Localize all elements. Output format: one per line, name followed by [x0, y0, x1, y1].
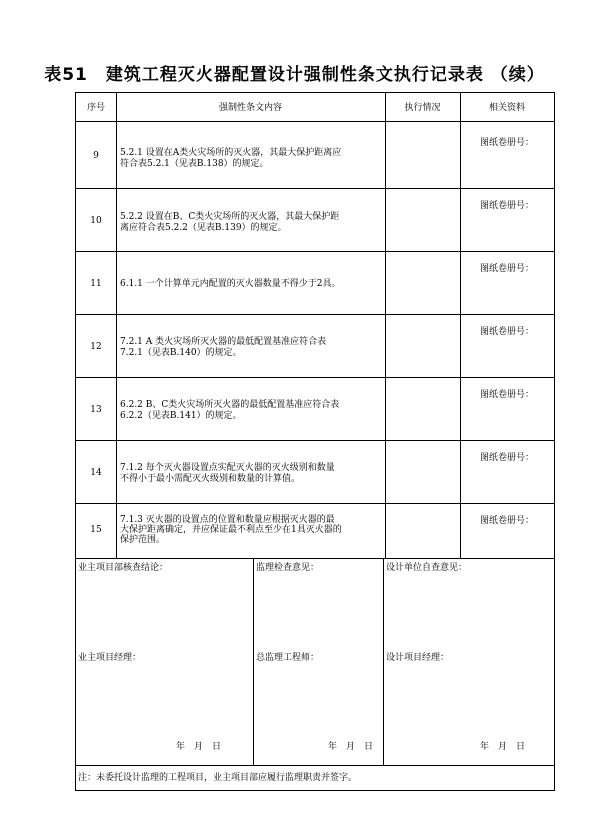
row-content — [120, 515, 382, 545]
row-line — [76, 440, 554, 441]
row-content — [120, 400, 382, 422]
header-bottom-line — [76, 121, 554, 122]
row-content-line: 7.1.3 灭火器的设置点的位置和数量应根据灭火器的最 — [120, 515, 335, 525]
footnote: 注：未委托设计监理的工程项目，业主项目部应履行监理职责并签字。 — [78, 773, 358, 783]
row-content-line: 6.2.2（见表B.141）的规定。 — [120, 411, 242, 421]
row-content — [120, 337, 382, 359]
design-manager-label: 设计项目经理： — [386, 653, 450, 663]
row-seq: 9 — [93, 151, 99, 161]
design-date: 年 月 日 — [480, 742, 526, 752]
row-reference: 图纸卷册号： — [480, 264, 535, 274]
row-seq: 12 — [90, 342, 102, 352]
row-content-line: 6.1.1 一个计算单元内配置的灭火器数量不得少于2具。 — [120, 279, 341, 289]
row-content-line: 7.2.1（见表B.140）的规定。 — [120, 348, 242, 358]
supervision-opinion-label: 监理检查意见： — [256, 563, 320, 573]
owner-conclusion-label: 业主项目部核查结论： — [78, 563, 169, 573]
sign-column-line — [383, 558, 384, 765]
owner-date: 年 月 日 — [176, 742, 222, 752]
row-content-line: 7.1.2 每个灭火器设置点实配灭火器的灭火级别和数量 — [120, 463, 335, 473]
row-line — [76, 503, 554, 504]
row-content — [120, 212, 382, 234]
sign-column-line — [253, 558, 254, 765]
row-content-line: 6.2.2 B、C类火灾场所灭火器的最低配置基准应符合表 — [120, 400, 340, 410]
row-content-line: 符合表5.2.1（见表B.138）的规定。 — [120, 159, 269, 169]
row-content — [120, 463, 382, 485]
chief-supervisor-label: 总监理工程师： — [256, 653, 320, 663]
row-reference: 图纸卷册号： — [480, 138, 535, 148]
row-content-line: 大保护距离确定，并应保证最不利点至少在1具灭火器的 — [120, 525, 342, 535]
header-seq: 序号 — [86, 103, 105, 113]
supervisor-date: 年 月 日 — [328, 742, 374, 752]
row-reference: 图纸卷册号： — [480, 453, 535, 463]
column-line — [116, 93, 117, 558]
row-line — [76, 251, 554, 252]
record-table — [75, 92, 555, 791]
header-reference: 相关资料 — [488, 103, 525, 113]
row-reference: 图纸卷册号： — [480, 390, 535, 400]
row-seq: 10 — [90, 216, 102, 226]
row-seq: 14 — [90, 468, 102, 478]
header-status: 执行情况 — [404, 103, 441, 113]
header-content: 强制性条文内容 — [218, 103, 282, 113]
row-content-line: 离应符合表5.2.2（见表B.139）的规定。 — [120, 223, 287, 233]
row-reference: 图纸卷册号： — [480, 327, 535, 337]
note-top-line — [76, 765, 554, 766]
row-seq: 13 — [90, 405, 102, 415]
row-reference: 图纸卷册号： — [480, 201, 535, 211]
column-line — [385, 93, 386, 558]
column-line — [460, 93, 461, 558]
row-content-line: 不得小于最小需配灭火级别和数量的计算值。 — [120, 474, 301, 484]
table-bottom-line — [76, 558, 554, 559]
row-line — [76, 188, 554, 189]
row-content-line: 7.2.1 A 类火灾场所灭火器的最低配置基准应符合表 — [120, 337, 327, 347]
row-content-line: 5.2.2 设置在B、C类火灾场所的灭火器，其最大保护距 — [120, 212, 340, 222]
row-seq: 11 — [90, 279, 102, 289]
row-content — [120, 148, 382, 170]
owner-manager-label: 业主项目经理： — [78, 653, 142, 663]
page-title: 表51 建筑工程灭火器配置设计强制性条文执行记录表 （续） — [44, 65, 545, 85]
row-line — [76, 314, 554, 315]
row-line — [76, 377, 554, 378]
design-opinion-label: 设计单位自查意见： — [386, 563, 468, 573]
row-content — [120, 279, 382, 290]
row-seq: 15 — [90, 525, 102, 535]
row-content-line: 5.2.1 设置在A类火灾场所的灭火器，其最大保护距离应 — [120, 148, 342, 158]
row-content-line: 保护范围。 — [120, 535, 166, 545]
row-reference: 图纸卷册号： — [480, 516, 535, 526]
